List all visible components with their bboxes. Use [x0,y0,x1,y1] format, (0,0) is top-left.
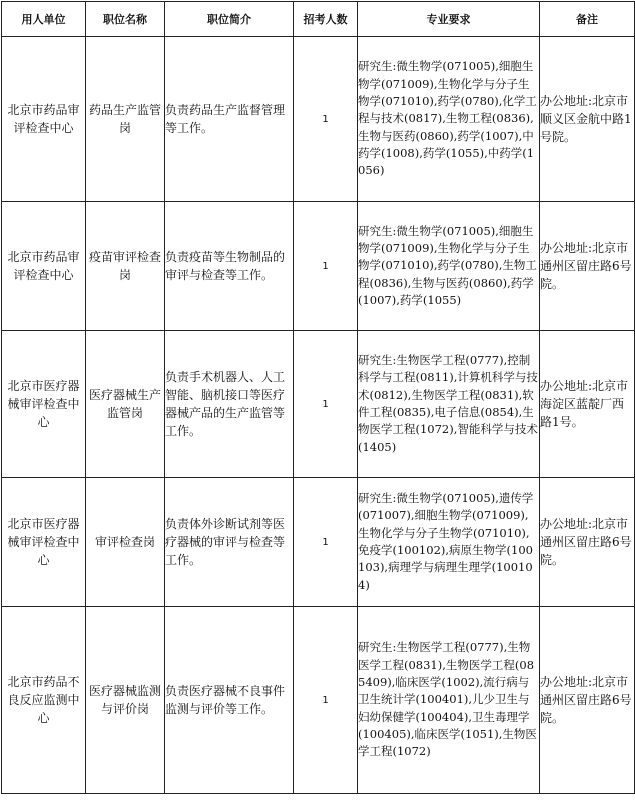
cell-requirements: 研究生:微生物学(071005),细胞生物学(071009),生物化学与分子生物学(071010),药学(0780),生物工程(0836),生物与医药(0860),药学(1007),药学(1055) [358,202,540,331]
cell-description: 负责体外诊断试剂等医疗器械的审评与检查等工作。 [165,478,294,607]
table-row [2,202,635,331]
cell-requirements: 研究生:微生物学(071005),遗传学(071007),细胞生物学(071009),生物化学与分子生物学(071010),免疫学(100102),病原生物学(100103),病理学与病理生理学(100104) [358,478,540,607]
cell-count: 1 [294,202,358,331]
header-notes: 备注 [540,2,635,37]
cell-notes: 办公地址:北京市通州区留庄路6号院。 [540,478,635,607]
cell-notes: 办公地址:北京市顺义区金航中路1号院。 [540,37,635,202]
cell-position: 医疗器械生产监管岗 [86,331,165,478]
cell-unit: 北京市医疗器械审评检查中心 [2,331,86,478]
table-row [2,607,635,794]
cell-notes: 办公地址:北京市通州区留庄路6号院。 [540,607,635,794]
cell-description: 负责药品生产监督管理等工作。 [165,37,294,202]
cell-unit: 北京市医疗器械审评检查中心 [2,478,86,607]
cell-requirements: 研究生:生物医学工程(0777),控制科学与工程(0811),计算机科学与技术(0812),生物医学工程(0831),软件工程(0835),电子信息(0854),生物医学工程(1072),智能科学与技术(1405) [358,331,540,478]
cell-position: 药品生产监管岗 [86,37,165,202]
cell-unit: 北京市药品不良反应监测中心 [2,607,86,794]
header-description: 职位简介 [165,2,294,37]
cell-count: 1 [294,478,358,607]
cell-count: 1 [294,331,358,478]
cell-count: 1 [294,607,358,794]
header-requirements: 专业要求 [358,2,540,37]
recruitment-table [1,1,635,794]
cell-requirements: 研究生:生物医学工程(0777),生物医学工程(0831),生物医学工程(085409),临床医学(1002),流行病与卫生统计学(100401),儿少卫生与妇幼保健学(100404),卫生毒理学(100405),临床医学(1051),生物医学工程(1072) [358,607,540,794]
header-row [2,2,635,37]
cell-count: 1 [294,37,358,202]
cell-description: 负责手术机器人、人工智能、脑机接口等医疗器械产品的生产监管等工作。 [165,331,294,478]
table-row [2,37,635,202]
header-unit: 用人单位 [2,2,86,37]
header-count: 招考人数 [294,2,358,37]
header-position: 职位名称 [86,2,165,37]
cell-unit: 北京市药品审评检查中心 [2,202,86,331]
cell-unit: 北京市药品审评检查中心 [2,37,86,202]
cell-position: 疫苗审评检查岗 [86,202,165,331]
cell-description: 负责疫苗等生物制品的审评与检查等工作。 [165,202,294,331]
cell-description: 负责医疗器械不良事件监测与评价等工作。 [165,607,294,794]
cell-requirements: 研究生:微生物学(071005),细胞生物学(071009),生物化学与分子生物学(071010),药学(0780),化学工程与技术(0817),生物工程(0836),生物与医药(0860),药学(1007),中药学(1008),药学(1055),中药学(1056) [358,37,540,202]
cell-position: 医疗器械监测与评价岗 [86,607,165,794]
cell-notes: 办公地址:北京市通州区留庄路6号院。 [540,202,635,331]
table-row [2,331,635,478]
cell-position: 审评检查岗 [86,478,165,607]
cell-notes: 办公地址:北京市海淀区蓝靛厂西路1号。 [540,331,635,478]
table-row [2,478,635,607]
